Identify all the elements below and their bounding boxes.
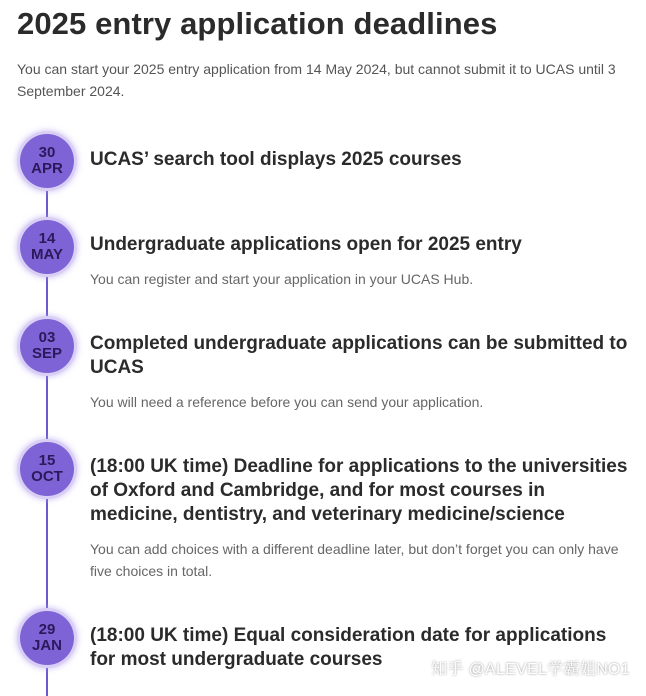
badge-day: 03 [38, 329, 56, 346]
badge-month: JAN [31, 637, 62, 654]
badge-month: MAY [31, 246, 63, 263]
entry-heading: Completed undergraduate applications can be submitted to UCAS [90, 333, 628, 378]
date-badge [20, 319, 74, 373]
badge-day: 14 [38, 230, 56, 247]
date-badge [20, 442, 74, 496]
page-title: 2025 entry application deadlines [17, 6, 498, 41]
date-badge [20, 134, 74, 188]
entry-description: You can add choices with a different deadline later, but don’t forget you can only have five choices in total. [90, 541, 619, 579]
badge-month: OCT [31, 468, 63, 485]
badge-day: 30 [38, 144, 56, 161]
entry-description: You can register and start your application in your UCAS Hub. [90, 271, 474, 287]
intro-text: You can start your 2025 entry application from 14 May 2024, but cannot submit it to UCAS until 3 September 2024. [17, 61, 616, 99]
watermark: 知乎 @ALEVEL学霸姐NO1 [431, 661, 630, 678]
entry-heading: UCAS’ search tool displays 2025 courses [90, 149, 462, 170]
badge-day: 15 [38, 452, 56, 469]
badge-day: 29 [38, 621, 56, 638]
entry-heading: (18:00 UK time) Deadline for applications to the universities of Oxford and Cambridge, and for most courses in medicine, dentistry, and veterinary medicine/science [90, 456, 628, 525]
entry-heading: Undergraduate applications open for 2025 entry [90, 234, 522, 255]
date-badge [20, 220, 74, 274]
badge-month: SEP [31, 345, 62, 362]
badge-month: APR [31, 160, 63, 177]
entry-heading: (18:00 UK time) Equal consideration date for applications for most undergraduate courses [90, 625, 607, 670]
entry-description: You will need a reference before you can send your application. [90, 394, 484, 410]
date-badge [20, 611, 74, 665]
